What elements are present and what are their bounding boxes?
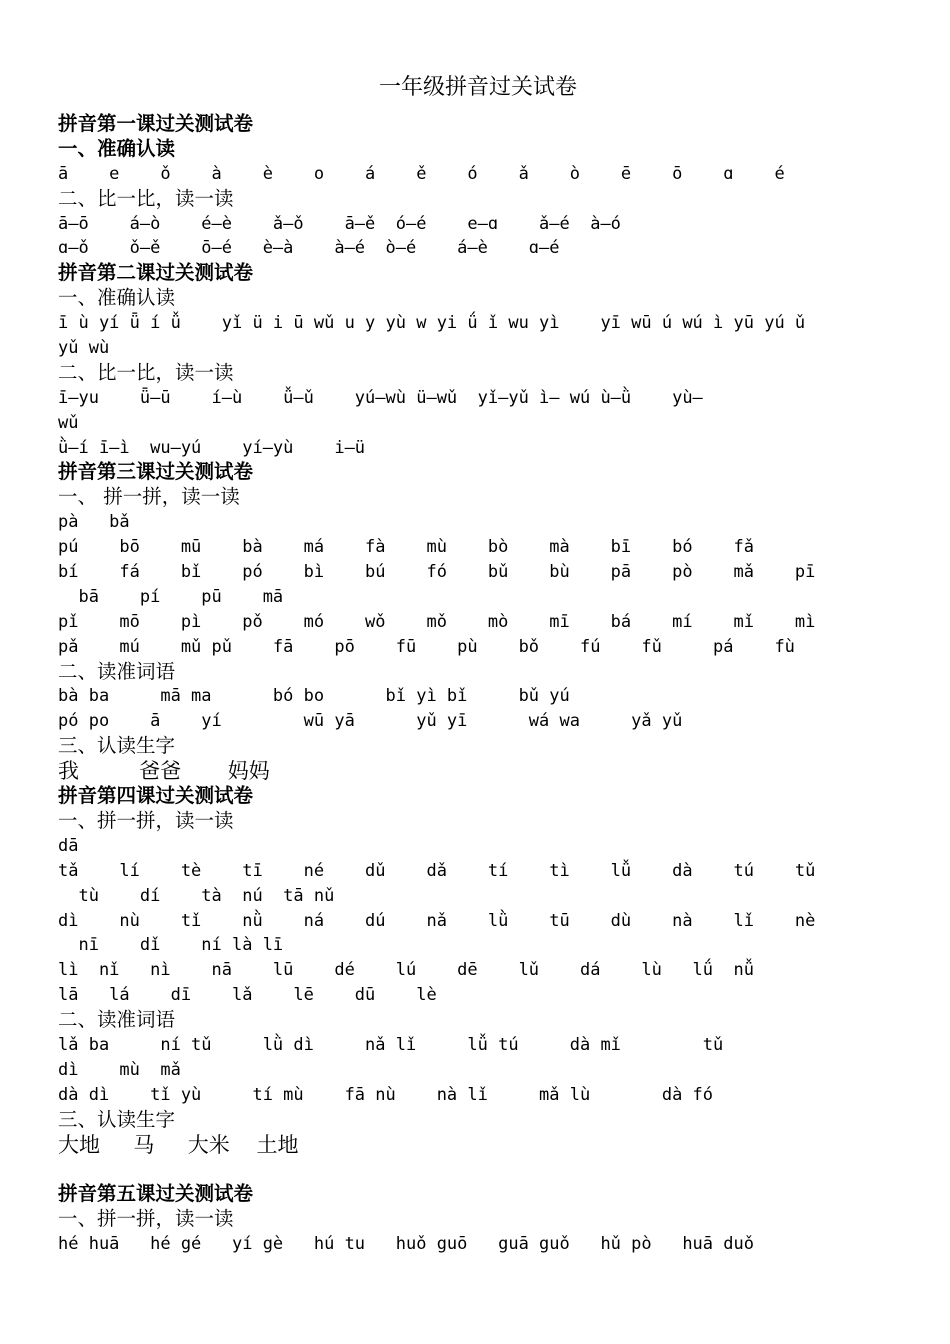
- pinyin-line: lì nǐ nì nā lū dé lú dē lǔ dá lù lǘ nǚ: [58, 960, 754, 981]
- pinyin-line: pà bǎ: [58, 512, 130, 533]
- pinyin-line: ɑ—ǒ ǒ—ě ō—é è—à à—é ò—é á—è ɑ—é: [58, 238, 560, 259]
- pinyin-line: ī—yu ǖ—ū í—ù ǚ—ǔ yú—wù ü—wǔ yǐ—yǔ ì— wú ù—ǜ yù—: [58, 387, 703, 408]
- pinyin-line: wǔ: [58, 412, 79, 433]
- pinyin-line: dà dì tǐ yù tí mù fā nù nà lǐ mǎ lù dà fó: [58, 1084, 714, 1105]
- pinyin-line: dì mù mǎ: [58, 1059, 181, 1080]
- pinyin-line: tǎ lí tè tī né dǔ dǎ tí tì lǚ dà tú tǔ: [58, 860, 816, 881]
- pinyin-line: ā—ō á—ò é—è ǎ—ǒ ā—ě ó—é e—ɑ ǎ—é à—ó: [58, 213, 621, 234]
- section-heading: 一、拼一拼，读一读: [58, 808, 234, 832]
- pinyin-line: bā pí pū mā: [58, 586, 284, 607]
- document-title: 一年级拼音过关试卷: [378, 75, 577, 100]
- pinyin-line: pó po ā yí wū yā yǔ yī wá wa yǎ yǔ: [58, 711, 683, 732]
- section-heading: 二、读准词语: [58, 659, 176, 683]
- pinyin-line: lǎ ba ní tǔ lǜ dì nǎ lǐ lǚ tú dà mǐ tǔ: [58, 1034, 724, 1055]
- pinyin-line: yǔ wù: [58, 338, 110, 359]
- pinyin-line: dā: [58, 835, 79, 856]
- lesson-heading: 拼音第二课过关测试卷: [58, 261, 254, 285]
- blank-line: [58, 1157, 898, 1182]
- lesson-heading: 拼音第三课过关测试卷: [58, 460, 254, 484]
- lesson-heading: 拼音第四课过关测试卷: [58, 784, 254, 808]
- pinyin-line: bí fá bǐ pó bì bú fó bǔ bù pā pò mǎ pī: [58, 562, 816, 583]
- pinyin-line: ā e ǒ à è o á ě ó ǎ ò ē ō ɑ é: [58, 163, 785, 184]
- pinyin-line: pú bō mū bà má fà mù bò mà bī bó fǎ: [58, 537, 754, 558]
- section-heading: 三、认读生字: [58, 734, 176, 758]
- pinyin-line: pǎ mú mǔ pǔ fā pō fū pù bǒ fú fǔ pá fù: [58, 636, 795, 657]
- pinyin-line: tù dí tà nú tā nǔ: [58, 885, 335, 906]
- section-heading: 一、准确认读: [58, 286, 176, 310]
- section-heading: 二、比一比，读一读: [58, 360, 234, 384]
- document-page: [58, 68, 898, 1257]
- section-heading: 二、读准词语: [58, 1008, 176, 1032]
- hanzi-line: 我 爸爸 妈妈: [58, 759, 270, 784]
- pinyin-line: lā lá dī lǎ lē dū lè: [58, 985, 437, 1006]
- lesson-heading: 拼音第五课过关测试卷: [58, 1182, 254, 1206]
- pinyin-line: dì nù tǐ nǜ ná dú nǎ lǜ tū dù nà lǐ nè: [58, 910, 816, 931]
- document-body: [58, 112, 898, 1257]
- pinyin-line: bà ba mā ma bó bo bǐ yì bǐ bǔ yú: [58, 686, 570, 707]
- pinyin-line: hé huā hé gé yí gè hú tu huǒ guō guā guǒ hǔ pò huā duǒ: [58, 1234, 754, 1255]
- pinyin-line: ī ù yí ǖ í ǚ yǐ ü i ū wǔ u y yù w yi ǘ ǐ wu yì yī wū ú wú ì yū yú ǔ: [58, 313, 806, 334]
- pinyin-line: pǐ mō pì pǒ mó wǒ mǒ mò mī bá mí mǐ mì: [58, 611, 816, 632]
- lesson-heading: 一、准确认读: [58, 136, 176, 160]
- section-heading: 一、 拼一拼，读一读: [58, 485, 240, 509]
- section-heading: 二、比一比，读一读: [58, 186, 234, 210]
- section-heading: 一、拼一拼，读一读: [58, 1207, 234, 1231]
- pinyin-line: nī dǐ ní là lī: [58, 935, 284, 956]
- pinyin-line: ǜ—í ī—ì wu—yú yí—yù i—ü: [58, 437, 366, 458]
- section-heading: 三、认读生字: [58, 1107, 176, 1131]
- lesson-heading: 拼音第一课过关测试卷: [58, 112, 254, 135]
- hanzi-line: 大地 马 大米 土地: [58, 1132, 299, 1157]
